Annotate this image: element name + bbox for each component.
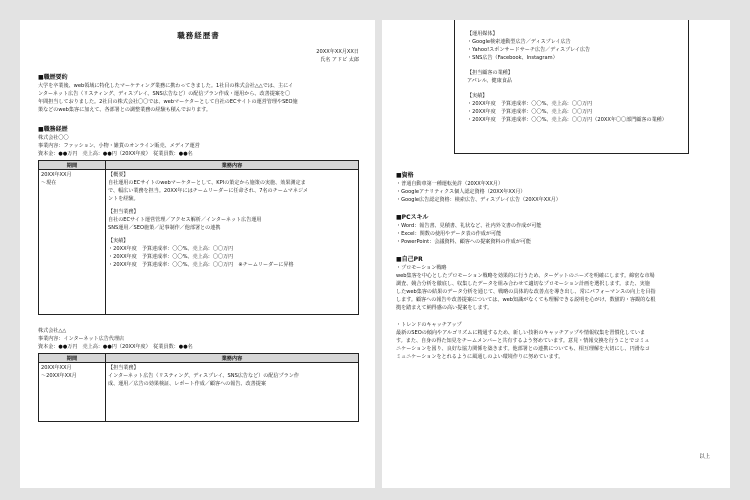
results-line: ・20XX年度 予算達成率：〇〇%、売上高：〇〇万円 (108, 246, 234, 252)
duties-line: SNS運用／SEO施策／記事制作／他部署との連携 (108, 225, 221, 231)
results-label: 【実績】 (467, 93, 488, 99)
header-period: 期間 (39, 161, 106, 170)
pr-line: 調査、競合分析を徹底し、収集したデータを組み合わせて適切なプロモーション計画を選択します。また、実施 (396, 281, 650, 287)
header-content: 業務内容 (106, 354, 359, 363)
overview-line: で、幅広い業務を担当。20XX年にはチームリーダーに任命され、7名のチームマネジメ (108, 188, 309, 194)
overview-label: 【概要】 (108, 172, 129, 178)
summary-line: 年間担当しておりました。2社目の株式会社〇〇では、webマーケターとして自社のECサイトの運営管理やSEO施 (38, 99, 298, 105)
duties-line: 成、運用／広告の効果検証、レポート作成／顧客への報告、改善提案 (108, 381, 266, 387)
pr-line: ニケーションを図り、良好な協力関係を築きます。他部署との連携についても、相互理解を大切にし、円滑なコ (396, 346, 650, 352)
left-page (20, 20, 375, 488)
document-date: 20XX年XX月XX日 (316, 49, 359, 55)
header-period: 期間 (39, 354, 106, 363)
duties-line: インターネット広告（リスティング、ディスプレイ、SNS広告など）の配信プラン作 (108, 373, 299, 379)
pc-skill-item: ・PowerPoint：会議資料、顧客への提案資料の作成が可能 (396, 239, 532, 245)
right-page (382, 20, 730, 488)
duties-label: 【担当業務】 (108, 209, 139, 215)
clients-text: アパレル、健康食品 (467, 78, 512, 84)
pr-line: す。また、自身の得た知見をチームメンバーと共有するよう努めています。意見・情報交換を行うことでコミュ (396, 338, 650, 344)
pc-skill-item: ・Excel：関数の使用やデータ表の作成が可能 (396, 231, 502, 237)
summary-heading: ■職歴要約 (38, 74, 68, 81)
table-row (39, 363, 359, 422)
job2-company: 株式会社△△ (38, 328, 67, 334)
summary-line: 大学を卒業後、web領域に特化したマーケティング業務に携わってきました。1社目の株式会社△△では、主にイ (38, 83, 294, 89)
summary-line: 策などのweb集客に加えて、各部署との調整業務の経験も積んでおります。 (38, 107, 212, 113)
job1-period (39, 170, 106, 315)
pr-subtitle: ・トレンドのキャッチアップ (396, 322, 462, 328)
qualification-item: ・Google広告認定資格：検索広告、ディスプレイ広告（20XX年XX月） (396, 197, 561, 203)
media-line: ・Google検索連動型広告／ディスプレイ広告 (467, 39, 571, 45)
media-line: ・SNS広告（Facebook、Instagram） (467, 55, 558, 61)
clients-label: 【担当顧客の業種】 (467, 70, 513, 76)
qualifications-heading: ■資格 (396, 172, 414, 179)
job1-company: 株式会社〇〇 (38, 135, 69, 141)
period-start: 20XX年XX月 (41, 365, 72, 371)
job1-capital: 資本金：●●万円 売上高：●●円（20XX年度） 従業員数：●●名 (38, 151, 193, 157)
pr-line: 拠を踏まえて納得感の高い提案をします。 (396, 305, 493, 311)
table-row (39, 170, 359, 315)
duties-label: 【担当業務】 (108, 365, 139, 371)
job1-table (38, 160, 359, 315)
results-line: ・20XX年度 予算達成率：〇〇%、売上高：〇〇万円 (467, 109, 593, 115)
pr-line: ミュニケーションをとれるように風通しのよい環境作りに努めています。 (396, 354, 564, 360)
media-line: ・Yahoo!スポンサードサーチ広告／ディスプレイ広告 (467, 47, 591, 53)
pr-line: 最新のSEOの傾向やアルゴリズムに精通するため、新しい技術のキャッチアップや情報収集を習慣化していま (396, 330, 646, 336)
results-line: ・20XX年度 予算達成率：〇〇%、売上高：〇〇万円 ※チームリーダーに昇格 (108, 262, 294, 268)
pc-skill-item: ・Word：報告書、見積書、礼状など、社内外文書の作成が可能 (396, 223, 542, 229)
results-line: ・20XX年度 予算達成率：〇〇%、売上高：〇〇万円（20XX年〇〇部門顧客の業種） (467, 117, 667, 123)
job2-capital: 資本金：●●万円 売上高：●●円（20XX年度） 従業員数：●●名 (38, 344, 193, 350)
history-heading: ■職務経歴 (38, 126, 68, 133)
qualification-item: ・普通自動車第一種運転免許（20XX年XX月） (396, 181, 504, 187)
results-line: ・20XX年度 予算達成率：〇〇%、売上高：〇〇万円 (108, 254, 234, 260)
pr-line: したweb集客の結果のデータ分析を通じて、戦略の具体的な改善点を導き出し、常にパフォーマンスの向上を目指 (396, 289, 656, 295)
closing-text: 以上 (699, 454, 710, 460)
job2-content (106, 363, 359, 422)
qualification-item: ・Googleアナリティクス個人認定資格（20XX年XX月） (396, 189, 526, 195)
job2-table (38, 353, 359, 422)
job2-period (39, 363, 106, 422)
results-label: 【実績】 (108, 238, 129, 244)
author-name: 氏名 アドビ 太郎 (320, 57, 359, 63)
summary-text (38, 82, 359, 114)
job2-business: 事業内容：インターネット広告代理店 (38, 336, 125, 342)
overview-line: ントを経験。 (108, 196, 139, 202)
pr-subtitle: ・プロモーション戦略 (396, 265, 447, 271)
pr-line: web集客を中心としたプロモーション戦略を効果的に行うため、ターゲットのニーズを明確にします。綿密な市場 (396, 273, 655, 279)
period-end: ～20XX年XX月 (41, 373, 77, 379)
job1-business: 事業内容：ファッション、小物・雑貨のオンライン販売、メディア運営 (38, 143, 200, 149)
self-pr-heading: ■自己PR (396, 256, 423, 263)
pr-line: します。顧客への報告や改善提案については、web知識がなくても理解できる説明を心がけ、数値的・客観的な根 (396, 297, 656, 303)
pc-skills-heading: ■PCスキル (396, 214, 429, 221)
media-label: 【運用媒体】 (467, 31, 498, 37)
table-header-row (39, 354, 359, 363)
overview-line: 自社運用のECサイトのwebマーケターとして、KPIの策定から施策の実施、効果測定ま (108, 180, 306, 186)
job2-continued-box (454, 20, 689, 154)
document-title: 職務経歴書 (177, 31, 220, 40)
header-content: 業務内容 (106, 161, 359, 170)
summary-line: ンターネット広告（リスティング、ディスプレイ、SNS広告など）の配信プラン作成・運用から、改善提案を〇 (38, 91, 291, 97)
period-start: 20XX年XX月 (41, 172, 72, 178)
table-header-row (39, 161, 359, 170)
job1-content (106, 170, 359, 315)
period-end: ～現在 (41, 180, 57, 186)
duties-line: 自社のECサイト運営管理／アクセス解析／インターネット広告運用 (108, 217, 262, 223)
results-line: ・20XX年度 予算達成率：〇〇%、売上高：〇〇万円 (467, 101, 593, 107)
